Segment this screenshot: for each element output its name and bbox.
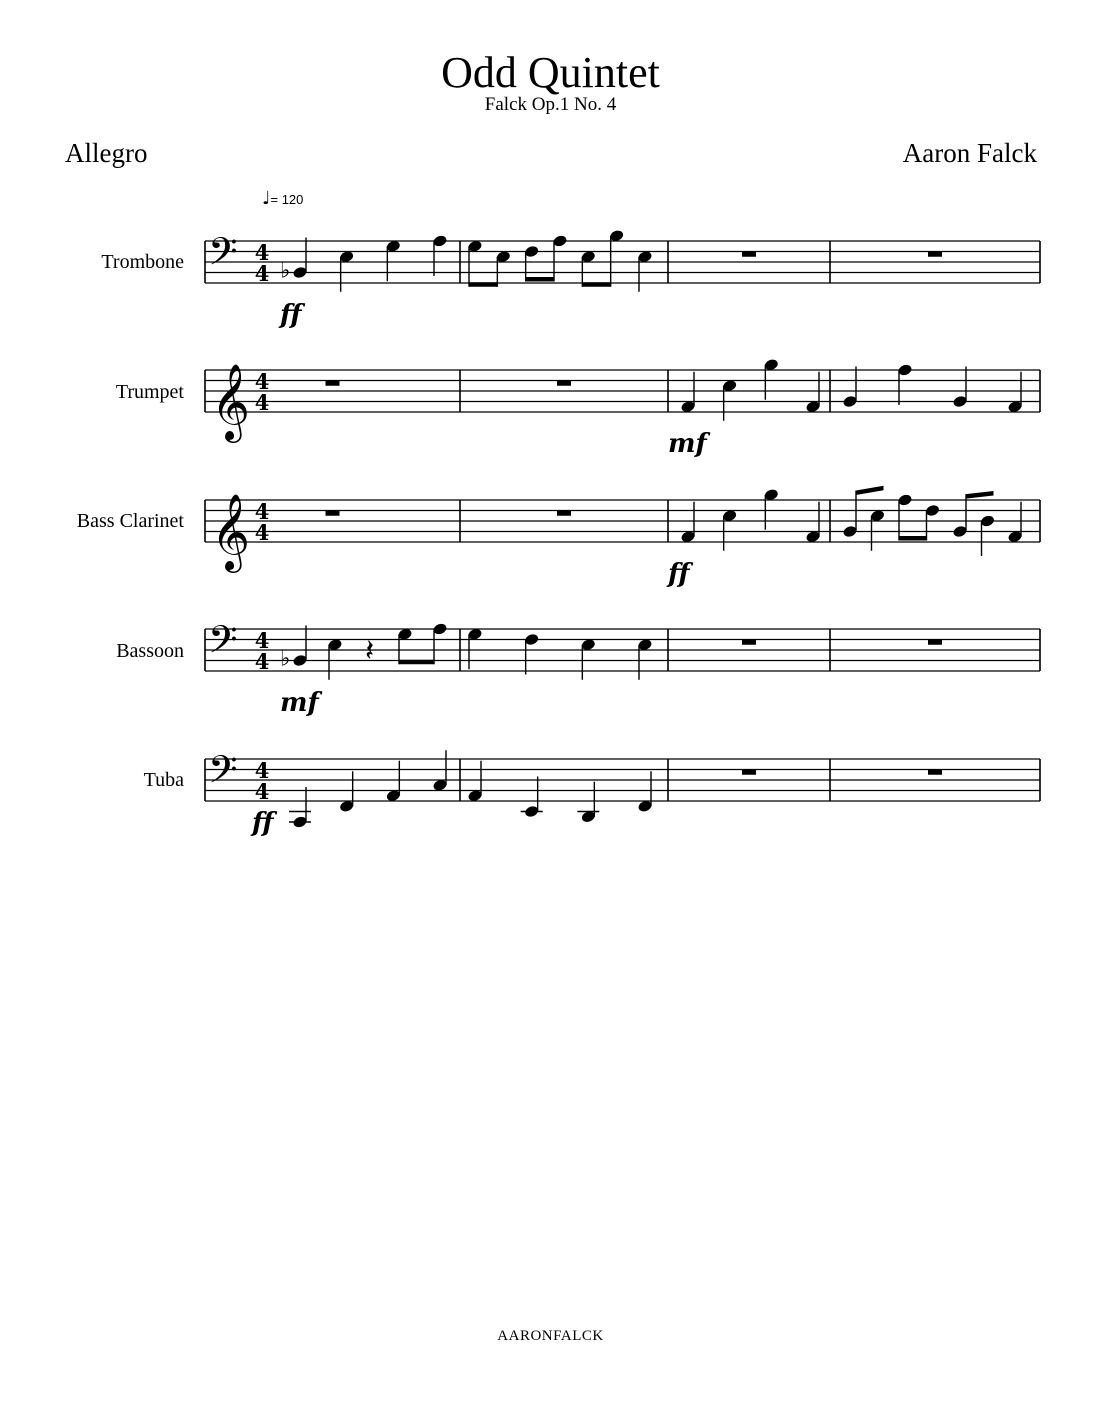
dynamic-marking: ff [252, 808, 274, 838]
time-signature-denominator: 4 [254, 649, 270, 674]
whole-rest [742, 770, 756, 775]
whole-rest [928, 770, 942, 775]
quarter-rest: 𝄽 [365, 633, 375, 669]
eighth-beam [526, 277, 554, 282]
time-signature-numerator: 4 [254, 369, 270, 394]
time-signature-numerator: 4 [254, 758, 270, 783]
flat-accidental: ♭ [280, 646, 291, 672]
eighth-beam [966, 491, 994, 499]
whole-rest [557, 511, 571, 516]
bass-clef-icon: 𝄢 [208, 617, 238, 671]
instrument-label-bassoon: Bassoon [116, 640, 184, 662]
whole-rest [742, 252, 756, 257]
whole-rest [557, 381, 571, 386]
time-signature-numerator: 4 [254, 628, 270, 653]
time-signature-numerator: 4 [254, 240, 270, 265]
whole-rest [742, 640, 756, 645]
eighth-beam [582, 282, 610, 287]
bass-clef-icon: 𝄢 [208, 229, 238, 283]
quarter-note-icon: ♩ [262, 188, 271, 209]
whole-rest [326, 381, 340, 386]
treble-clef-icon: 𝄞 [211, 363, 251, 440]
tempo-marking: Allegro [65, 138, 148, 168]
instrument-label-tuba: Tuba [143, 769, 184, 791]
page-footer: AARONFALCK [497, 1328, 604, 1344]
bass-clef-icon: 𝄢 [208, 747, 238, 801]
whole-rest [326, 511, 340, 516]
instrument-label-trombone: Trombone [101, 251, 184, 273]
eighth-beam [469, 282, 497, 287]
eighth-beam [899, 536, 927, 541]
flat-accidental: ♭ [280, 258, 291, 284]
composer-name: Aaron Falck [902, 138, 1037, 168]
score-subtitle: Falck Op.1 No. 4 [484, 94, 617, 115]
dynamic-marking: mf [280, 688, 319, 718]
instrument-label-bass-clarinet: Bass Clarinet [76, 510, 184, 532]
dynamic-marking: mf [668, 429, 707, 459]
treble-clef-icon: 𝄞 [211, 493, 251, 570]
time-signature-denominator: 4 [254, 261, 270, 286]
whole-rest [928, 640, 942, 645]
whole-rest [928, 252, 942, 257]
instrument-label-trumpet: Trumpet [115, 381, 184, 403]
eighth-beam [399, 660, 434, 665]
score-title: Odd Quintet [441, 48, 660, 97]
dynamic-marking: ff [280, 300, 302, 330]
metronome-value: = 120 [270, 192, 304, 207]
eighth-beam [856, 486, 884, 495]
time-signature-denominator: 4 [254, 390, 270, 415]
time-signature-numerator: 4 [254, 499, 270, 524]
time-signature-denominator: 4 [254, 520, 270, 545]
time-signature-denominator: 4 [254, 779, 270, 804]
dynamic-marking: ff [668, 559, 690, 589]
